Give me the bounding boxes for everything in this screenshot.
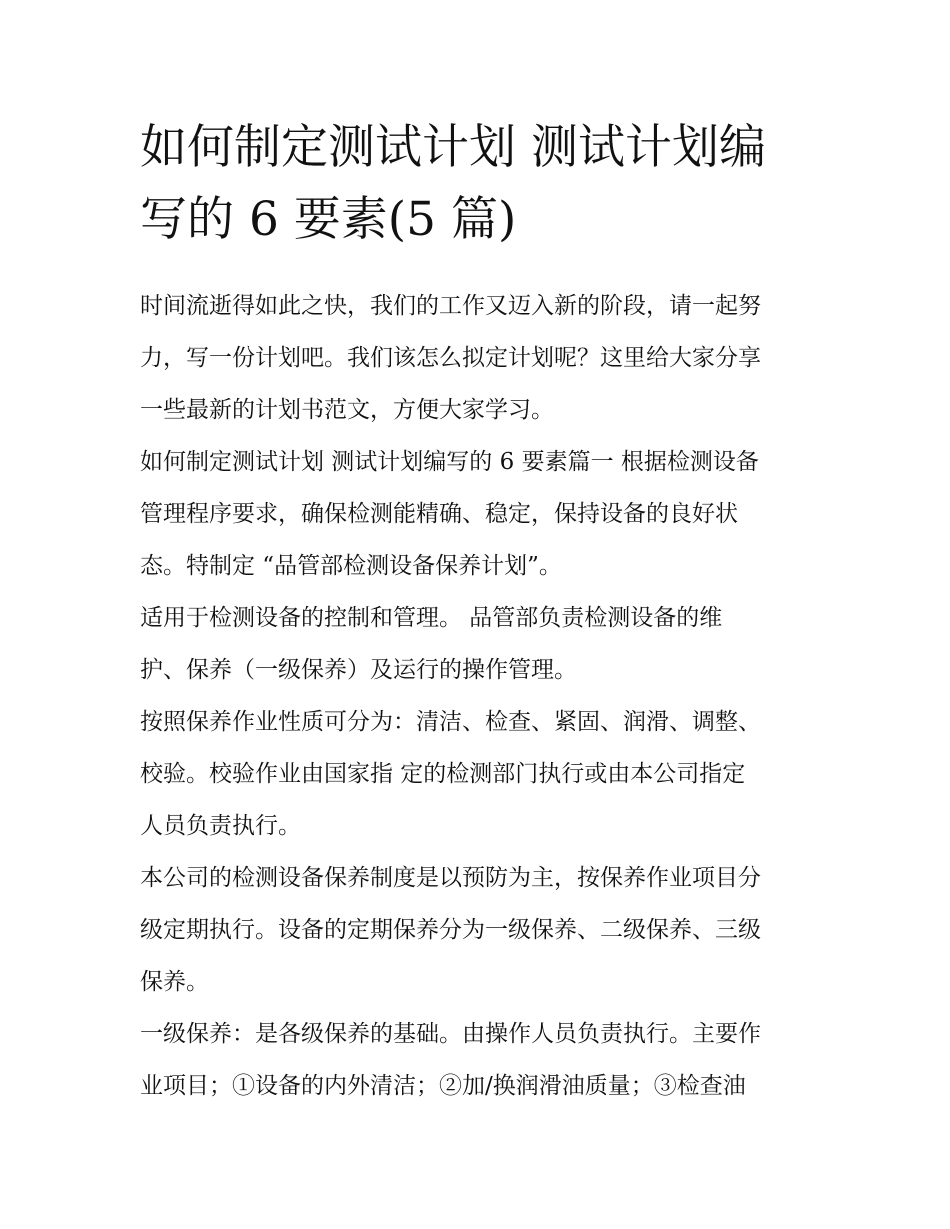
- paragraph-line: 一些最新的计划书范文，方便大家学习。: [140, 397, 554, 423]
- document-content: [140, 112, 820, 1112]
- paragraph-line: 校验。校验作业由国家指 定的检测部门执行或由本公司指定: [140, 761, 746, 787]
- paragraph-line: 力，写一份计划吧。我们该怎么拟定计划呢？这里给大家分享: [140, 345, 761, 371]
- paragraph-line: 管理程序要求，确保检测能精确、稳定，保持设备的良好状: [140, 501, 738, 527]
- paragraph-line: 态。特制定 “品管部检测设备保养计划”。: [140, 553, 562, 579]
- paragraph-line: 一级保养：是各级保养的基础。由操作人员负责执行。主要作: [140, 1021, 761, 1047]
- paragraph-scope: [140, 592, 820, 696]
- paragraph-level-one: [140, 1008, 820, 1112]
- paragraph-line: 时间流逝得如此之快，我们的工作又迈入新的阶段，请一起努: [140, 293, 761, 319]
- title-line-2: 写的 6 要素(5 篇): [140, 192, 517, 247]
- paragraph-line: 按照保养作业性质可分为：清洁、检查、紧固、润滑、调整、: [140, 709, 761, 735]
- paragraph-line: 业项目；①设备的内外清洁；②加/换润滑油质量；③检查油: [140, 1073, 746, 1099]
- paragraph-section-one: [140, 436, 820, 592]
- paragraph-line: 如何制定测试计划 测试计划编写的 6 要素篇一 根据检测设备: [140, 449, 759, 475]
- document-title: [140, 112, 820, 256]
- document-body: [140, 280, 820, 1112]
- paragraph-line: 级定期执行。设备的定期保养分为一级保养、二级保养、三级: [140, 917, 761, 943]
- paragraph-line: 保养。: [140, 969, 209, 995]
- title-line-1: 如何制定测试计划 测试计划编: [140, 120, 766, 175]
- paragraph-intro: [140, 280, 820, 436]
- paragraph-line: 本公司的检测设备保养制度是以预防为主，按保养作业项目分: [140, 865, 761, 891]
- paragraph-line: 适用于检测设备的控制和管理。 品管部负责检测设备的维: [140, 605, 723, 631]
- paragraph-maintenance-types: [140, 696, 820, 852]
- paragraph-line: 护、保养（一级保养）及运行的操作管理。: [140, 657, 577, 683]
- paragraph-line: 人员负责执行。: [140, 813, 301, 839]
- paragraph-maintenance-system: [140, 852, 820, 1008]
